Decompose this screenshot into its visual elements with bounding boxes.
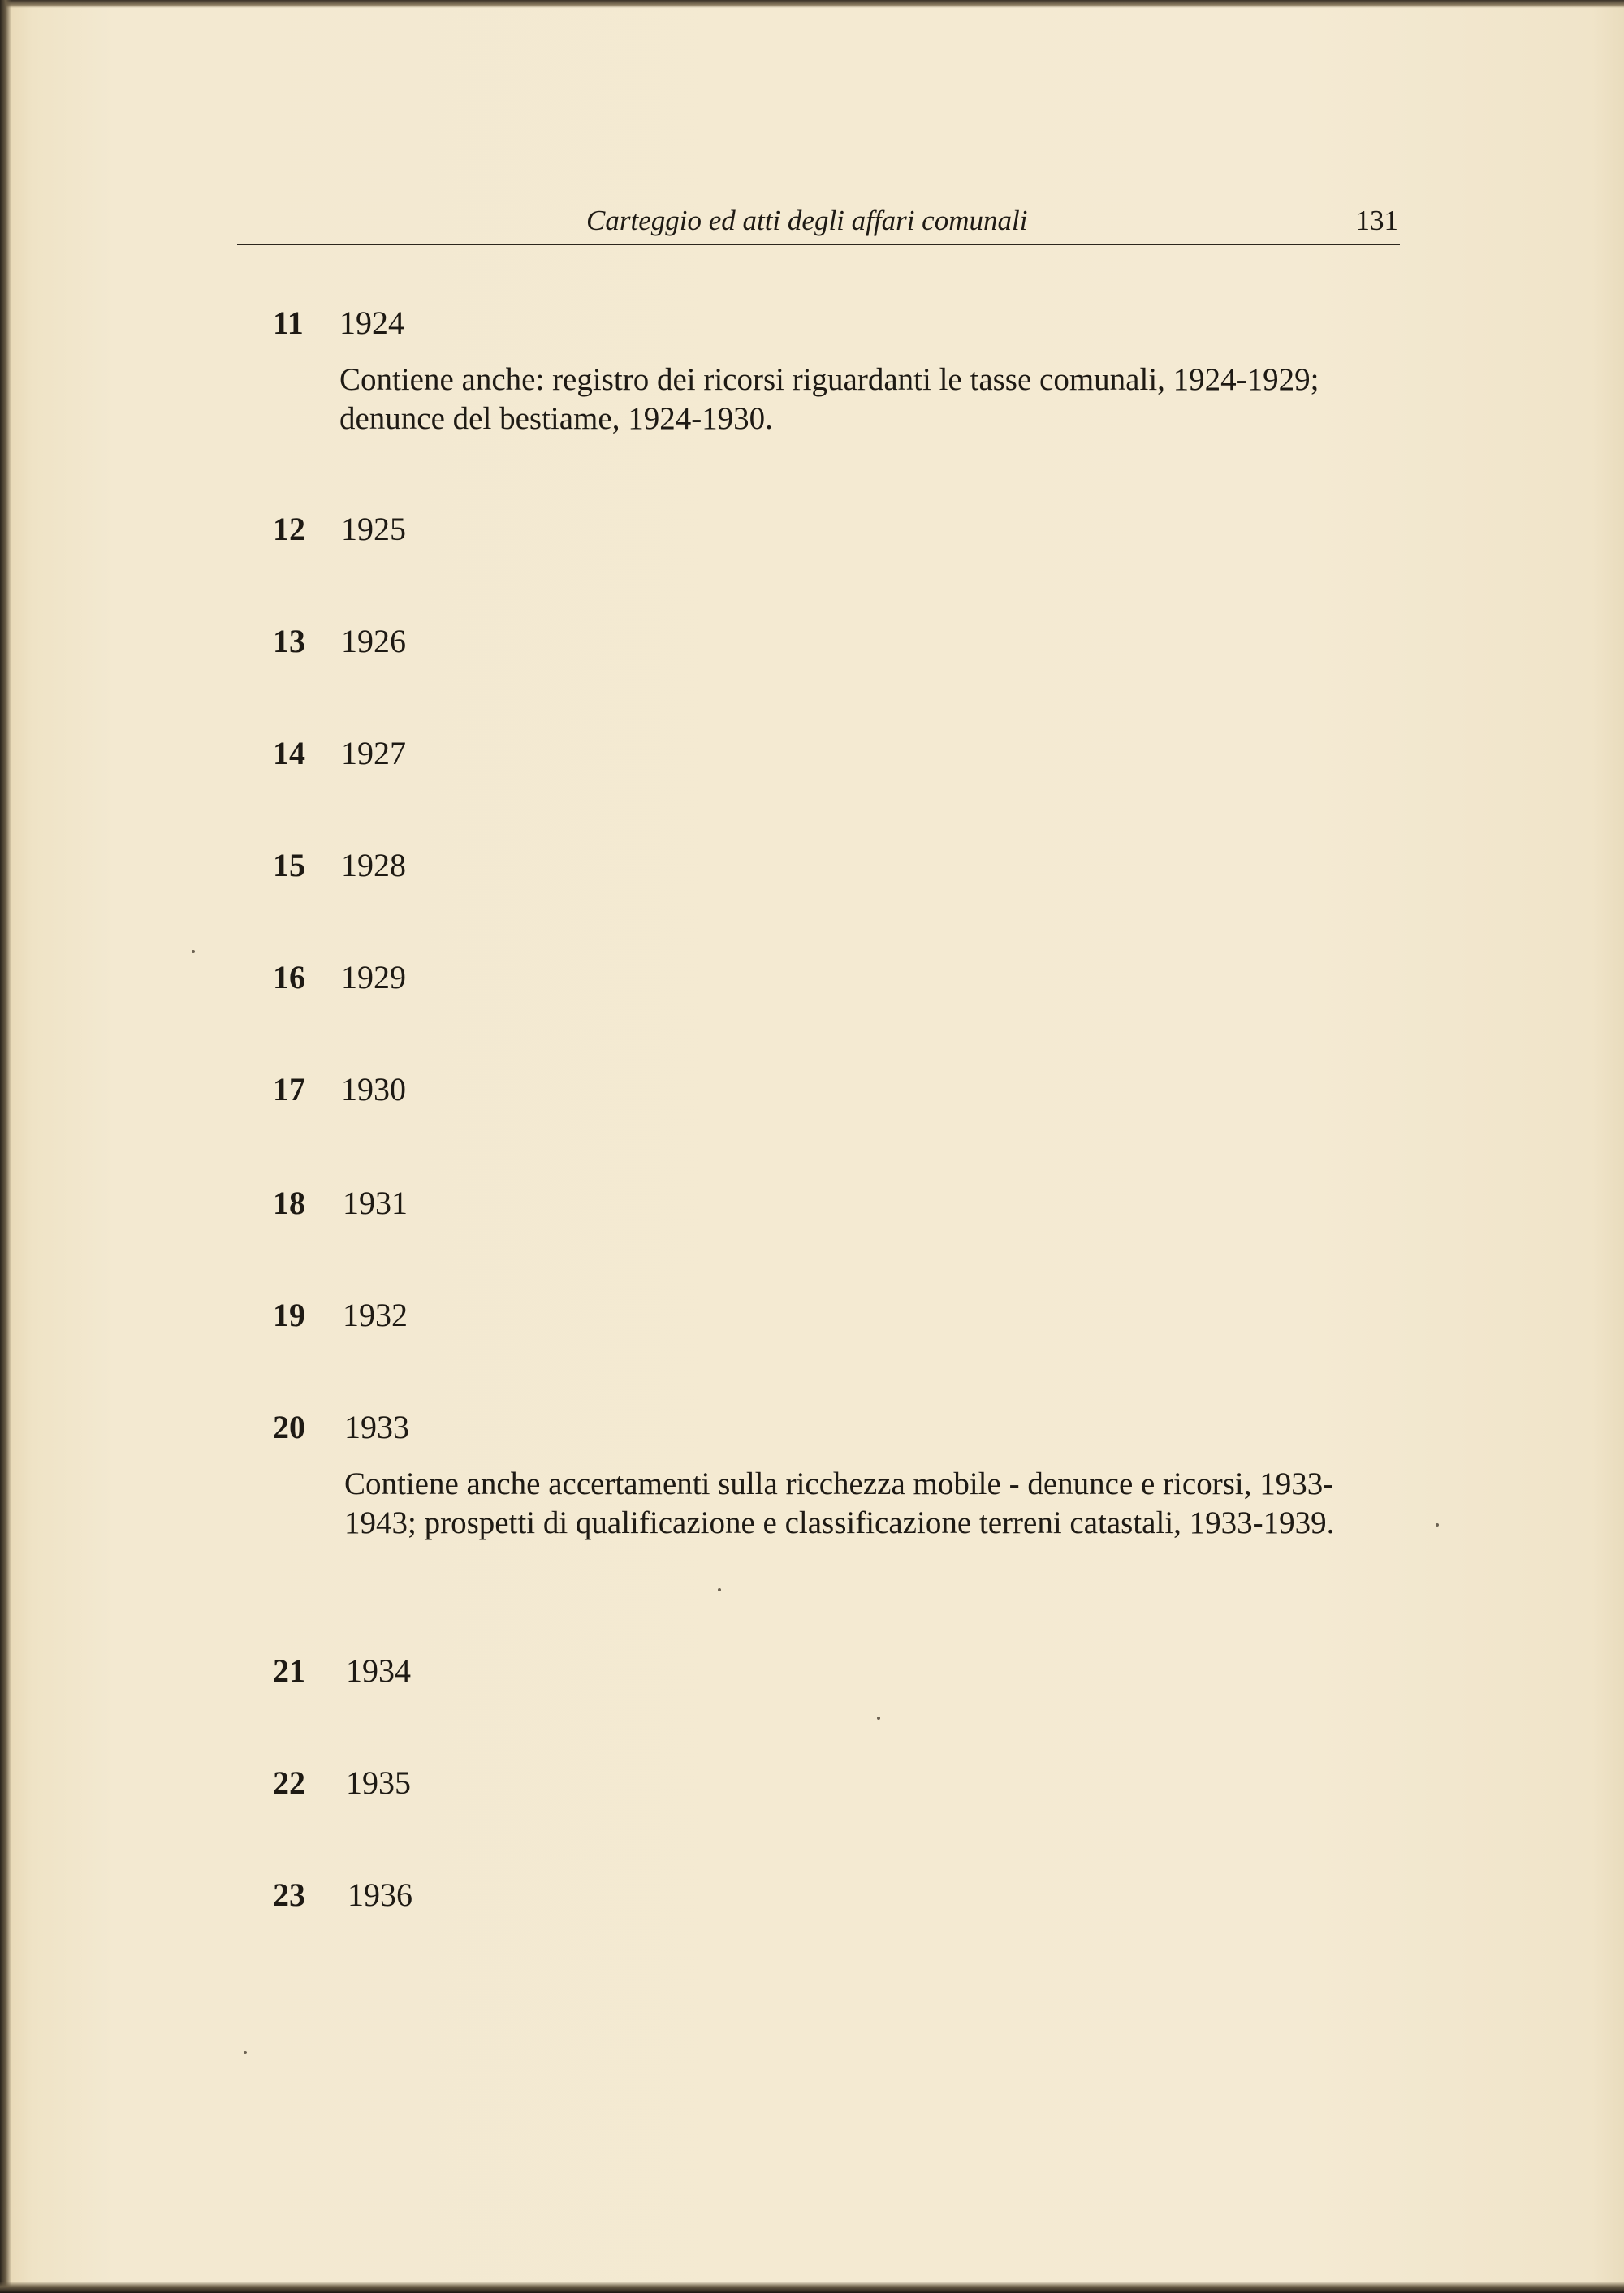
page-number: 131 [1355, 205, 1398, 236]
paper-speck [192, 950, 195, 953]
entry-number: 14 [273, 735, 305, 771]
entry-year: 1935 [346, 1764, 411, 1801]
header-rule [237, 244, 1400, 245]
entry-number: 15 [273, 847, 305, 883]
entry-number: 18 [273, 1185, 305, 1221]
entry-note: Contiene anche: registro dei ricorsi riguardanti le tasse comunali, 1924-1929; denunce del bestiame, 1924-1930. [339, 362, 1320, 436]
entry-year: 1925 [341, 511, 406, 547]
entry-number: 16 [273, 959, 305, 995]
paper-speck [1436, 1523, 1439, 1527]
entry-year: 1933 [344, 1409, 409, 1445]
entry-year: 1934 [346, 1652, 411, 1689]
entry-number: 12 [273, 511, 305, 547]
entry-number: 17 [273, 1071, 305, 1108]
paper-speck [877, 1717, 880, 1720]
entry-number: 23 [273, 1876, 305, 1913]
entry-number: 13 [273, 623, 305, 659]
entry-year: 1931 [343, 1185, 408, 1221]
entry-year: 1930 [341, 1071, 406, 1108]
entry-note: Contiene anche accertamenti sulla ricchezza mobile - denunce e ricorsi, 1933-1943; prospetti di qualificazione e classificazione terreni catastali, 1933-1939. [344, 1466, 1335, 1540]
entry-year: 1932 [343, 1297, 408, 1333]
paper-speck [718, 1588, 721, 1591]
scan-left-edge [0, 0, 11, 2293]
running-title: Carteggio ed atti degli affari comunali [586, 205, 1028, 236]
entry-number: 19 [273, 1297, 305, 1333]
scan-top-edge [0, 0, 1624, 8]
entry-number: 20 [273, 1409, 305, 1445]
entry-year: 1929 [341, 959, 406, 995]
scan-bottom-edge [0, 2282, 1624, 2293]
entry-number: 11 [273, 304, 304, 341]
paper-speck [244, 2051, 247, 2054]
entry-number: 21 [273, 1652, 305, 1689]
entry-year: 1927 [341, 735, 406, 771]
entry-year: 1924 [339, 304, 404, 341]
entry-year: 1926 [341, 623, 406, 659]
entry-number: 22 [273, 1764, 305, 1801]
entry-year: 1936 [348, 1876, 412, 1913]
entry-year: 1928 [341, 847, 406, 883]
running-head [235, 201, 1398, 240]
